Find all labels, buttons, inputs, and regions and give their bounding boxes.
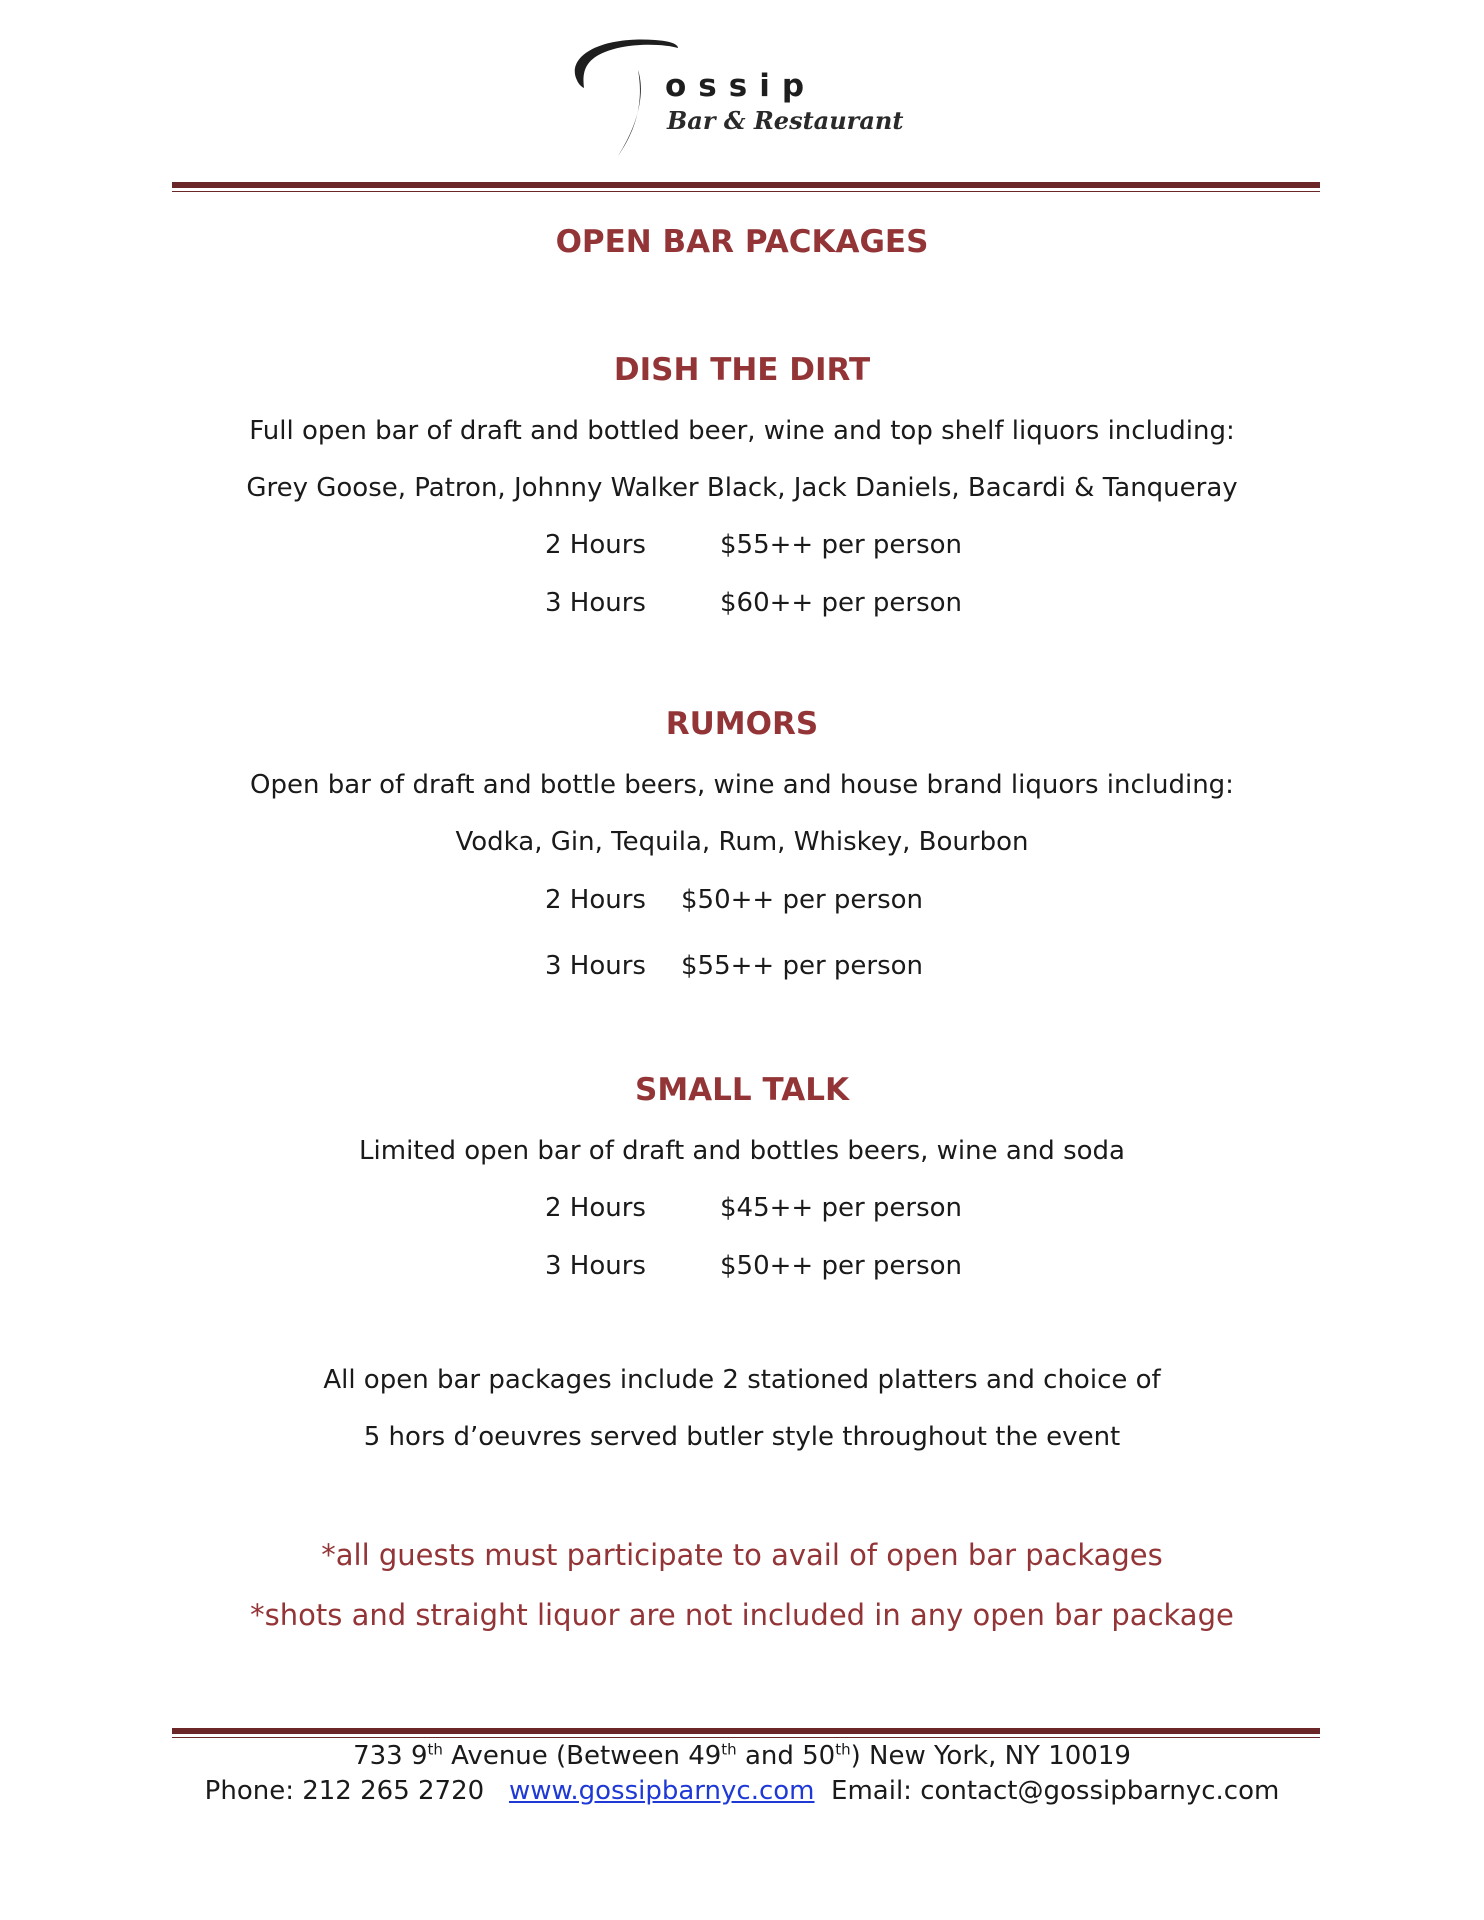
footer-address: 733 9th Avenue (Between 49th and 50th) New York, NY 10019: [353, 1740, 1131, 1771]
package-liquors: Vodka, Gin, Tequila, Rum, Whiskey, Bourbon: [455, 827, 1029, 857]
inclusion-line: 5 hors d’oeuvres served butler style throughout the event: [363, 1422, 1121, 1452]
package-description: Open bar of draft and bottle beers, wine and house brand liquors including:: [250, 770, 1234, 800]
top-divider: [172, 182, 1320, 192]
price-amount: $55++ per person: [681, 951, 924, 981]
footer-phone: Phone: 212 265 2720: [204, 1776, 485, 1806]
page-title: OPEN BAR PACKAGES: [555, 224, 929, 260]
price-amount: $55++ per person: [720, 530, 963, 560]
package-name: SMALL TALK: [635, 1072, 849, 1108]
logo-tagline: Bar & Restaurant: [667, 106, 904, 135]
package-liquors: Grey Goose, Patron, Johnny Walker Black, Jack Daniels, Bacardi & Tanqueray: [246, 473, 1238, 503]
logo: [560, 28, 904, 168]
bottom-divider: [172, 1728, 1320, 1738]
package-name: RUMORS: [665, 706, 819, 742]
footer-contact: [0, 1776, 1484, 1806]
price-amount: $60++ per person: [720, 588, 963, 618]
price-duration: 2 Hours: [545, 885, 646, 915]
logo-wordmark: ossip: [665, 68, 817, 104]
package-description: Full open bar of draft and bottled beer, wine and top shelf liquors including:: [249, 416, 1235, 446]
price-duration: 3 Hours: [545, 951, 646, 981]
price-duration: 2 Hours: [545, 530, 646, 560]
footer-email: Email: contact@gossipbarnyc.com: [831, 1776, 1280, 1806]
note-line: *shots and straight liquor are not included in any open bar package: [250, 1598, 1234, 1632]
price-duration: 2 Hours: [545, 1193, 646, 1223]
price-amount: $45++ per person: [720, 1193, 963, 1223]
website-link[interactable]: www.gossipbarnyc.com: [508, 1776, 815, 1806]
price-amount: $50++ per person: [720, 1251, 963, 1281]
package-description: Limited open bar of draft and bottles beers, wine and soda: [359, 1136, 1125, 1166]
inclusion-line: All open bar packages include 2 stationed platters and choice of: [323, 1365, 1161, 1395]
note-line: *all guests must participate to avail of open bar packages: [321, 1538, 1163, 1572]
package-name: DISH THE DIRT: [613, 352, 871, 388]
price-duration: 3 Hours: [545, 588, 646, 618]
price-duration: 3 Hours: [545, 1251, 646, 1281]
price-amount: $50++ per person: [681, 885, 924, 915]
